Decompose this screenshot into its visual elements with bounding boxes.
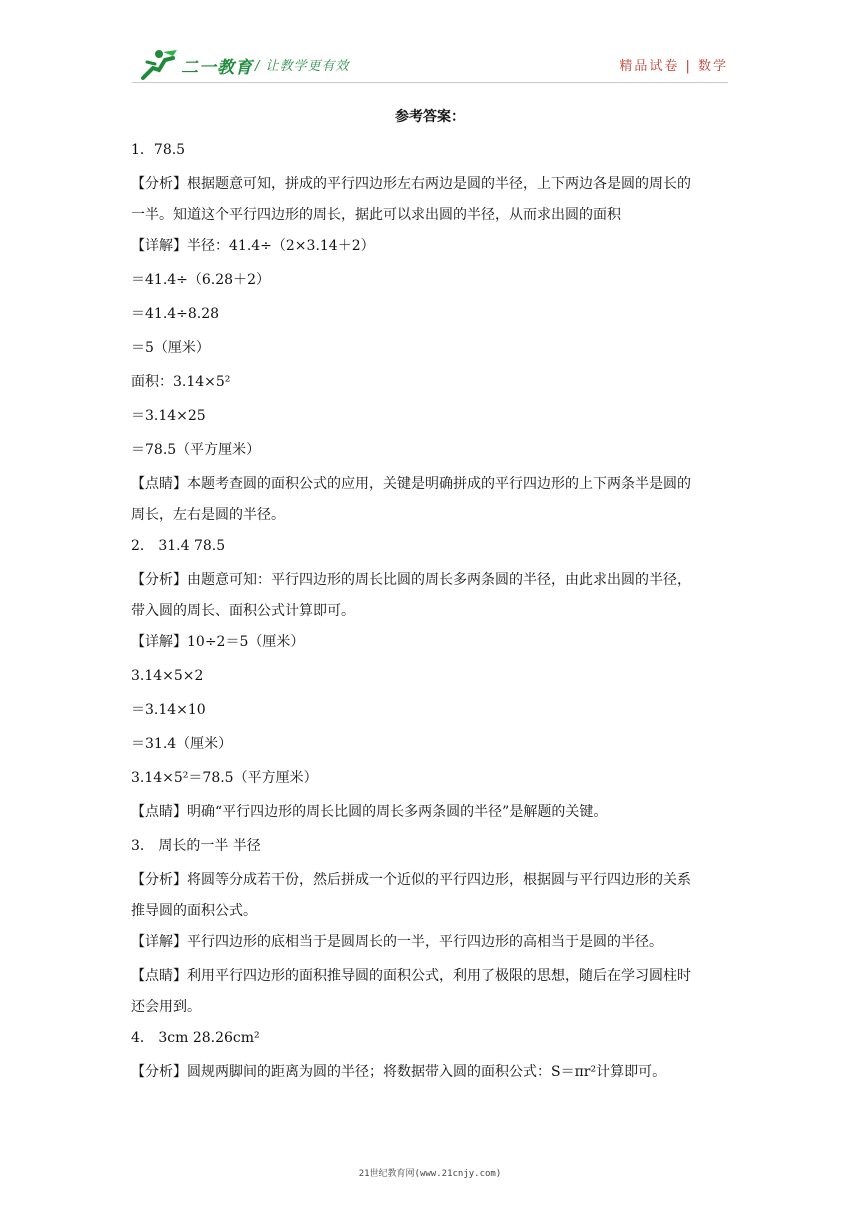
answer-line: 推导圆的面积公式。 — [131, 903, 257, 919]
answer-line: 1．78.5 — [131, 142, 186, 158]
answer-line: 3.14×5×2 — [131, 668, 204, 684]
answer-line: ＝78.5（平方厘米） — [131, 442, 261, 458]
page-footer: 21世纪教育网(www.21cnjy.com) — [358, 1169, 502, 1179]
answer-line: 【详解】半径：41.4÷（2×3.14＋2） — [131, 238, 375, 254]
answer-line: 【分析】由题意可知：平行四边形的周长比圆的周长多两条圆的半径，由此求出圆的半径， — [131, 572, 691, 588]
answer-line: ＝3.14×10 — [131, 702, 206, 718]
answer-line: ＝3.14×25 — [131, 408, 206, 424]
page-header — [0, 0, 860, 90]
answer-line: 带入圆的周长、面积公式计算即可。 — [131, 603, 355, 619]
answer-content — [131, 133, 731, 1089]
answer-line: 【分析】圆规两脚间的距离为圆的半径；将数据带入圆的面积公式：S＝πr²计算即可。 — [131, 1064, 667, 1080]
answer-line: ＝41.4÷8.28 — [131, 306, 220, 322]
answer-line: 【详解】平行四边形的底相当于是圆周长的一半，平行四边形的高相当于是圆的半径。 — [131, 934, 663, 950]
answer-line: 【详解】10÷2＝5（厘米） — [131, 634, 305, 650]
answer-line: ＝41.4÷（6.28＋2） — [131, 272, 270, 288]
page-title: 参考答案： — [395, 109, 465, 125]
logo-name: 二一教育 — [181, 58, 253, 78]
logo-slogan: / 让教学更有效 — [255, 59, 350, 74]
answer-line: 2． 31.4 78.5 — [131, 538, 226, 554]
answer-line: 周长，左右是圆的半径。 — [131, 507, 285, 523]
answer-line: ＝5（厘米） — [131, 340, 210, 356]
answer-line: 3.14×5²＝78.5（平方厘米） — [131, 770, 318, 786]
answer-line: 还会用到。 — [131, 999, 201, 1015]
answer-line: 一半。知道这个平行四边形的周长，据此可以求出圆的半径，从而求出圆的面积 — [131, 207, 621, 223]
answer-line: 【点睛】利用平行四边形的面积推导圆的面积公式，利用了极限的思想，随后在学习圆柱时 — [131, 968, 691, 984]
answer-line: 【分析】根据题意可知，拼成的平行四边形左右两边是圆的半径，上下两边各是圆的周长的 — [131, 176, 691, 192]
answer-line: 3． 周长的一半 半径 — [131, 838, 261, 854]
runner-logo-icon — [137, 48, 179, 82]
header-divider — [132, 82, 728, 83]
answer-line: 【点睛】明确“平行四边形的周长比圆的周长多两条圆的半径”是解题的关键。 — [131, 804, 608, 820]
logo — [137, 48, 367, 82]
answer-line: 【分析】将圆等分成若干份，然后拼成一个近似的平行四边形，根据圆与平行四边形的关系 — [131, 872, 691, 888]
answer-line: ＝31.4（厘米） — [131, 736, 233, 752]
answer-line: 面积：3.14×5² — [131, 374, 231, 390]
answer-line: 4． 3cm 28.26cm² — [131, 1030, 260, 1046]
answer-line: 【点睛】本题考查圆的面积公式的应用，关键是明确拼成的平行四边形的上下两条半是圆的 — [131, 476, 691, 492]
header-subject-label: 精品试卷 | 数学 — [619, 59, 728, 74]
